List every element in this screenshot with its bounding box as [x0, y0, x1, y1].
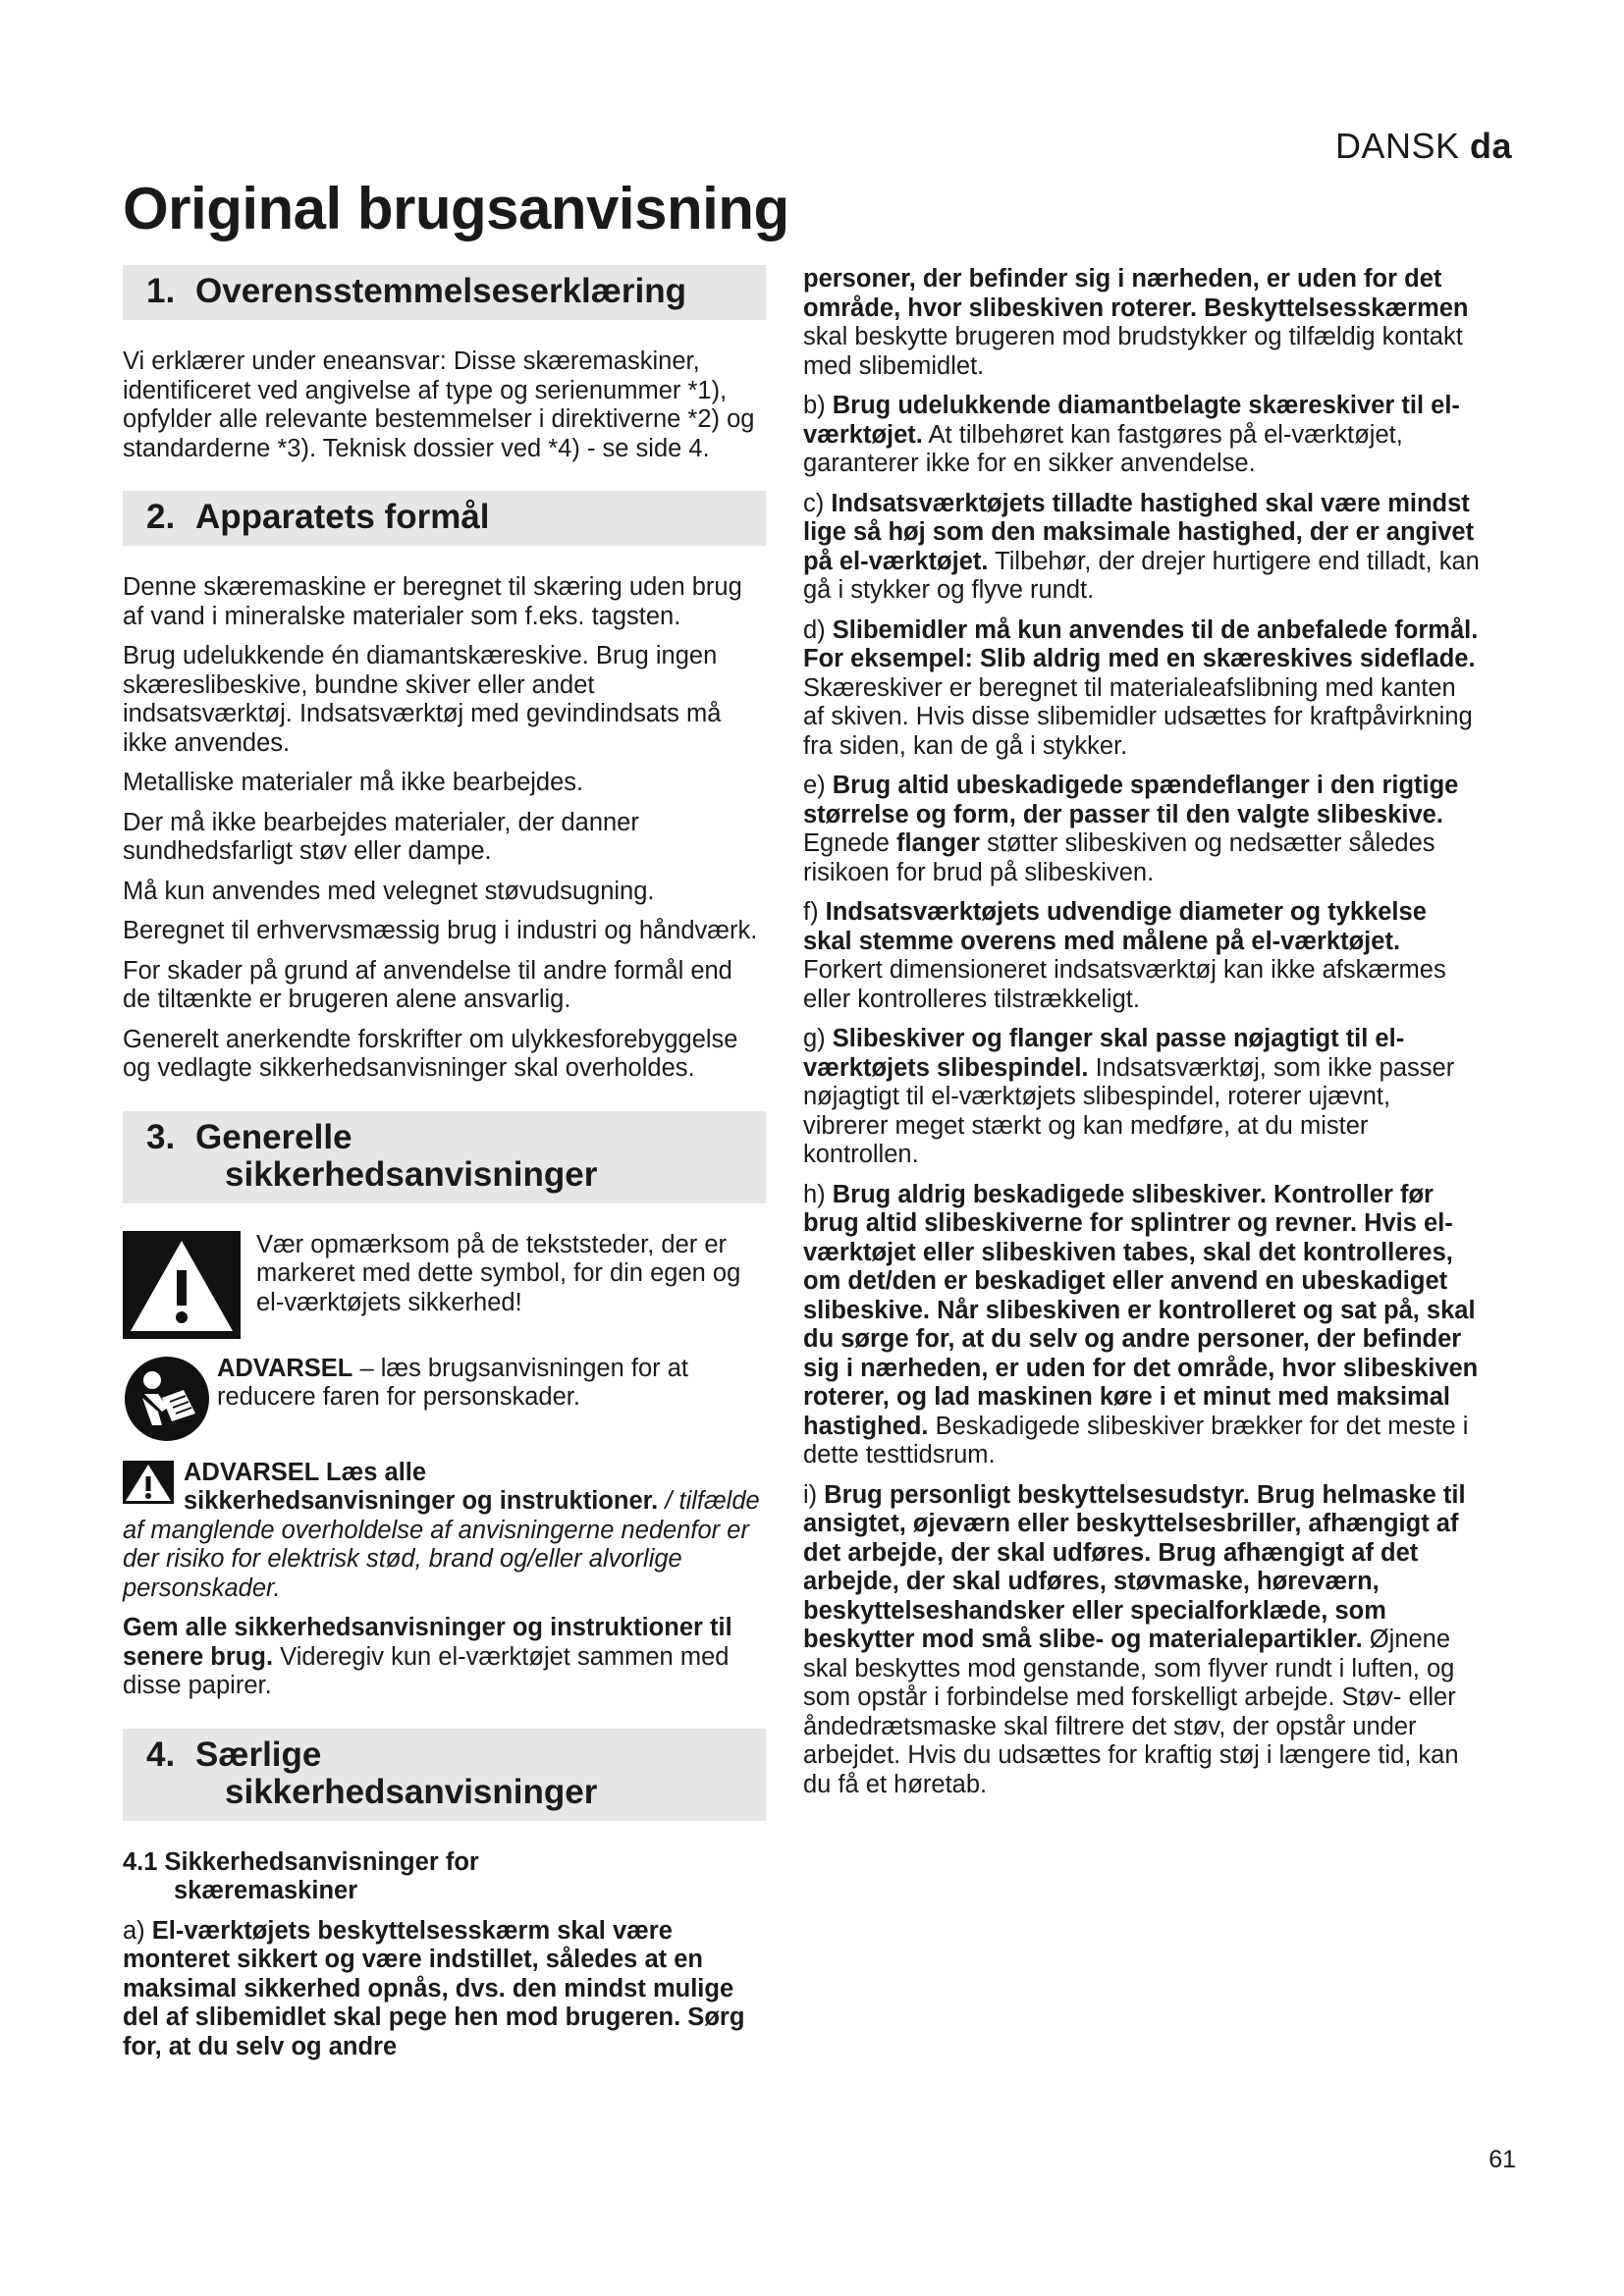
language-label	[1335, 126, 1512, 167]
section-1-heading: 1. Overensstemmelseserklæring	[123, 265, 766, 320]
warning-triangle-icon	[123, 1231, 241, 1339]
language-code: da	[1469, 126, 1512, 166]
section-2-para: Beregnet til erhvervsmæssig brug i industri og håndværk.	[123, 917, 758, 944]
item-e: e) Brug altid ubeskadigede spændeflanger i den rigtige størrelse og form, der passer til den valgte slibeskive. Egnede flanger støtter slibeskiven og nedsætter således risikoen for brud på slibeskiven.	[803, 772, 1459, 886]
item-a: a) El-værktøjets beskyttelsesskærm skal være monteret sikkert og være indstillet, således at en maksimal sikkerhed opnås, dvs. den mindst mulige del af slibemidlet skal pege hen mod brugeren. Sørg for, at du selv og andre	[123, 1916, 745, 2060]
item-d: d) Slibemidler må kun anvendes til de anbefalede formål. For eksempel: Slib aldrig med en skæreskives sideflade. Skæreskiver er beregnet til materialeafslibning med kanten af skiven. Hvis disse slibemidler udsættes for kraftpåvirkning fra siden, kan de gå i stykker.	[803, 615, 1479, 760]
left-column	[123, 265, 766, 2072]
section-2-heading: 2. Apparatets formål	[123, 491, 766, 546]
read-manual-icon	[123, 1355, 211, 1443]
read-manual-text: ADVARSEL – læs brugsanvisningen for at reducere faren for personskader.	[217, 1354, 688, 1411]
section-3-heading: 3. Generelle sikkerhedsanvisninger	[123, 1111, 766, 1203]
section-2-para: Metalliske materialer må ikke bearbejdes.	[123, 769, 584, 796]
right-column	[803, 265, 1481, 1810]
section-2-para: Der må ikke bearbejdes materialer, der danner sundhedsfarligt støv eller dampe.	[123, 808, 639, 865]
page-title: Original brugsanvisning	[123, 176, 789, 241]
page-number: 61	[1489, 2146, 1516, 2173]
item-c: c) Indsatsværktøjets tilladte hastighed skal være mindst lige så høj som den maksimale hastighed, der er angivet på el-værktøjet. Tilbehør, der drejer hurtigere end tilladt, kan gå i stykker og flyve rundt.	[803, 489, 1480, 604]
item-i: i) Brug personligt beskyttelsesudstyr. Brug helmaske til ansigtet, øjeværn eller beskyttelsesbriller, afhængigt af det arbejde, der skal udføres. Brug afhængigt af det arbejde, der skal udføres, støvmaske, høreværn, beskyttelseshandsker eller specialforklæde, som beskytter mod små slibe- og materialepartikler. Øjnene skal beskyttes mod genstande, som flyver rundt i luften, og som opstår i forbindelse med forskelligt arbejde. Støv- eller åndedrætsmaske skal filtrere det støv, der opstår under arbejdet. Hvis du udsættes for kraftig støj i længere tid, kan du få et høretab.	[803, 1480, 1466, 1798]
general-warning: ADVARSEL Læs alle sikkerhedsanvisninger og instruktioner. / tilfælde af manglende overholdelse af anvisningerne nedenfor er der risiko for elektrisk stød, brand og/eller alvorlige personskader.	[123, 1458, 760, 1602]
warning-symbol-row	[123, 1231, 766, 1339]
warning-symbol-text: Vær opmærksom på de tekststeder, der er markeret med dette symbol, for din egen og el-værktøjets sikkerhed!	[256, 1230, 741, 1316]
small-warning-icon	[123, 1461, 174, 1504]
section-2-para: Generelt anerkendte forskrifter om ulykkesforebyggelse og vedlagte sikkerhedsanvisninger skal overholdes.	[123, 1025, 738, 1082]
keep-instructions: Gem alle sikkerhedsanvisninger og instruktioner til senere brug. Videregiv kun el-værktøjet sammen med disse papirer.	[123, 1614, 732, 1699]
read-manual-row	[123, 1355, 766, 1443]
item-h: h) Brug aldrig beskadigede slibeskiver. Kontroller før brug altid slibeskiverne for splintrer og revner. Hvis el-værktøjet eller slibeskiven tabes, skal det kontrolleres, om det/den er beskadiget eller anvend en ubeskadiget slibeskive. Når slibeskiven er kontrolleret og sat på, skal du sørge for, at du selv og andre personer, der befinder sig i nærheden, er uden for det område, hvor slibeskiven roterer, og lad maskinen køre i et minut med maksimal hastighed. Beskadigede slibeskiver brækker for det meste i dette testtidsrum.	[803, 1180, 1479, 1468]
item-b: b) Brug udelukkende diamantbelagte skæreskiver til el-værktøjet. At tilbehøret kan fastgøres på el-værktøjet, garanterer ikke for en sikker anvendelse.	[803, 392, 1460, 477]
language-word: DANSK	[1334, 126, 1460, 166]
item-f: f) Indsatsværktøjets udvendige diameter og tykkelse skal stemme overens med målene på el-værktøjet. Forkert dimensioneret indsatsværktøj kan ikke afskærmes eller kontrolleres tilstrækkeligt.	[803, 898, 1446, 1013]
section-1-text: Vi erklærer under eneansvar: Disse skæremaskiner, identificeret ved angivelse af type og serienummer *1), opfylder alle relevante bestemmelser i direktiverne *2) og standarderne *3). Teknisk dossier ved *4) - se side 4.	[123, 347, 755, 462]
subsection-4-1-heading: 4.1 Sikkerhedsanvisninger for skæremaskiner	[123, 1847, 479, 1904]
section-2-para: Denne skæremaskine er beregnet til skæring uden brug af vand i mineralske materialer som f.eks. tagsten.	[123, 573, 742, 630]
section-4-heading: 4. Særlige sikkerhedsanvisninger	[123, 1729, 766, 1821]
item-g: g) Slibeskiver og flanger skal passe nøjagtigt til el-værktøjets slibespindel. Indsatsværktøj, som ikke passer nøjagtigt til el-værktøjets slibespindel, roterer ujævnt, vibrerer meget stærkt og kan medføre, at du mister kontrollen.	[803, 1025, 1455, 1168]
section-2-para: For skader på grund af anvendelse til andre formål end de tiltænkte er brugeren alene ansvarlig.	[123, 956, 732, 1013]
item-a-continued: personer, der befinder sig i nærheden, er uden for det område, hvor slibeskiven roterer. Beskyttelsesskærmen skal beskytte brugeren mod brudstykker og tilfældig kontakt med slibemidlet.	[803, 265, 1469, 380]
section-2-para: Brug udelukkende én diamantskæreskive. Brug ingen skæreslibeskive, bundne skiver eller andet indsatsværktøj. Indsatsværktøj med gevindindsats må ikke anvendes.	[123, 642, 722, 757]
section-2-para: Må kun anvendes med velegnet støvudsugning.	[123, 877, 655, 905]
